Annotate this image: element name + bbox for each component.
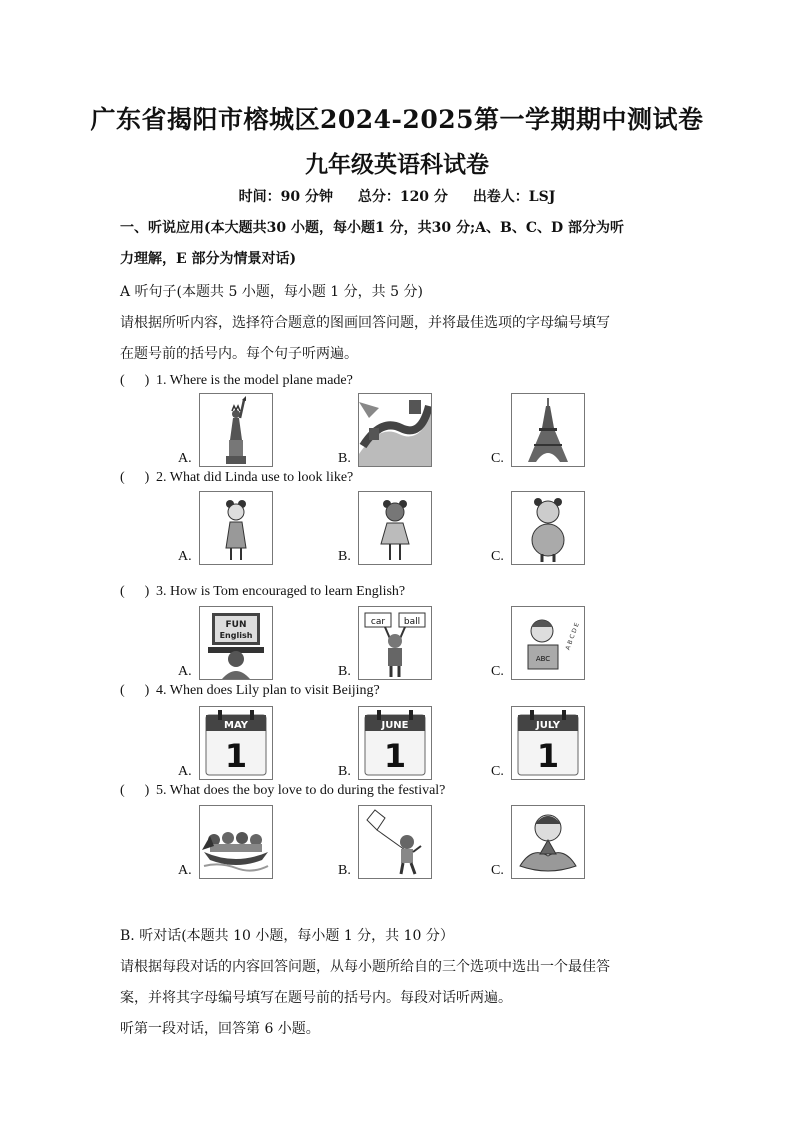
zongzi-boy-icon[interactable] <box>511 805 585 879</box>
option-c-label[interactable]: C. <box>491 451 504 466</box>
calendar-month: MAY <box>224 720 248 731</box>
question-text: 5. What does the boy love to do during the festival? <box>156 783 446 798</box>
option-c-label[interactable]: C. <box>491 664 504 679</box>
screen-label-fun: FUN <box>225 620 247 630</box>
calendar-may-icon[interactable] <box>199 706 273 780</box>
sectionB-instruction-line1: 请根据每段对话的内容回答问题，从每小题所给自的三个选项中选出一个最佳答 <box>120 959 610 975</box>
option-b-label[interactable]: B. <box>338 863 351 878</box>
exam-score: 总分：120 分 <box>357 189 448 205</box>
question-3 <box>120 584 405 600</box>
answer-paren[interactable]: ( ) <box>120 783 150 798</box>
answer-paren[interactable]: ( ) <box>120 584 150 599</box>
part1-heading-line1: 一、听说应用(本大题共30 小题，每小题1 分，共30 分;A、B、C、D 部分为听 <box>120 220 624 236</box>
question-text: 2. What did Linda use to look like? <box>156 470 354 485</box>
card-label-car: car <box>370 617 386 627</box>
option-a-label[interactable]: A. <box>178 764 192 779</box>
question-4 <box>120 683 380 699</box>
question-text: 3. How is Tom encouraged to learn English? <box>156 584 406 599</box>
exam-title: 广东省揭阳市榕城区2024-2025第一学期期中测试卷 <box>90 105 704 134</box>
answer-paren[interactable]: ( ) <box>120 373 150 388</box>
option-b-label[interactable]: B. <box>338 764 351 779</box>
book-label: ABC <box>535 655 551 663</box>
question-text: 1. Where is the model plane made? <box>156 373 353 388</box>
sectionA-heading: A 听句子(本题共 5 小题，每小题 1 分，共 5 分) <box>120 284 423 300</box>
question-2 <box>120 470 353 486</box>
option-c-label[interactable]: C. <box>491 764 504 779</box>
thin-girl-icon[interactable] <box>199 491 273 565</box>
question-5 <box>120 783 445 799</box>
exam-time: 时间：90 分钟 <box>238 189 333 205</box>
option-b-label[interactable]: B. <box>338 664 351 679</box>
great-wall-icon[interactable] <box>358 393 432 467</box>
part1-heading-line2: 力理解，E 部分为情景对话) <box>120 251 297 267</box>
floating-letters: A B C D E <box>564 621 581 652</box>
girl-icon[interactable] <box>358 491 432 565</box>
statue-of-liberty-icon[interactable] <box>199 393 273 467</box>
computer-icon[interactable] <box>199 606 273 680</box>
sectionB-instruction-line3: 听第一段对话，回答第 6 小题。 <box>120 1021 320 1037</box>
question-1 <box>120 373 353 389</box>
calendar-day: 1 <box>383 737 407 775</box>
option-b-label[interactable]: B. <box>338 451 351 466</box>
calendar-june-icon[interactable] <box>358 706 432 780</box>
option-a-label[interactable]: A. <box>178 664 192 679</box>
exam-author: 出卷人：LSJ <box>472 189 556 205</box>
exam-subtitle: 九年级英语科试卷 <box>305 151 489 178</box>
calendar-month: JULY <box>536 720 560 731</box>
option-a-label[interactable]: A. <box>178 863 192 878</box>
screen-label-english: English <box>219 631 253 640</box>
calendar-july-icon[interactable] <box>511 706 585 780</box>
exam-meta <box>0 186 794 206</box>
answer-paren[interactable]: ( ) <box>120 683 150 698</box>
dragon-boat-icon[interactable] <box>199 805 273 879</box>
word-cards-icon[interactable] <box>358 606 432 680</box>
option-a-label[interactable]: A. <box>178 451 192 466</box>
eiffel-tower-icon[interactable] <box>511 393 585 467</box>
sectionB-heading: B. 听对话(本题共 10 小题，每小题 1 分，共 10 分） <box>120 928 454 944</box>
question-text: 4. When does Lily plan to visit Beijing? <box>156 683 380 698</box>
sectionA-instruction-line1: 请根据所听内容，选择符合题意的图画回答问题，并将最佳选项的字母编号填写 <box>120 315 610 331</box>
answer-paren[interactable]: ( ) <box>120 470 150 485</box>
option-c-label[interactable]: C. <box>491 549 504 564</box>
reading-boy-icon[interactable] <box>511 606 585 680</box>
calendar-month: JUNE <box>381 720 409 731</box>
calendar-day: 1 <box>224 737 248 775</box>
sectionA-instruction-line2: 在题号前的括号内。每个句子听两遍。 <box>120 346 358 362</box>
sectionB-instruction-line2: 案，并将其字母编号填写在题号前的括号内。每段对话听两遍。 <box>120 990 512 1006</box>
chubby-girl-icon[interactable] <box>511 491 585 565</box>
option-a-label[interactable]: A. <box>178 549 192 564</box>
kite-boy-icon[interactable] <box>358 805 432 879</box>
option-b-label[interactable]: B. <box>338 549 351 564</box>
calendar-day: 1 <box>536 737 560 775</box>
card-label-ball: ball <box>403 617 421 627</box>
option-c-label[interactable]: C. <box>491 863 504 878</box>
